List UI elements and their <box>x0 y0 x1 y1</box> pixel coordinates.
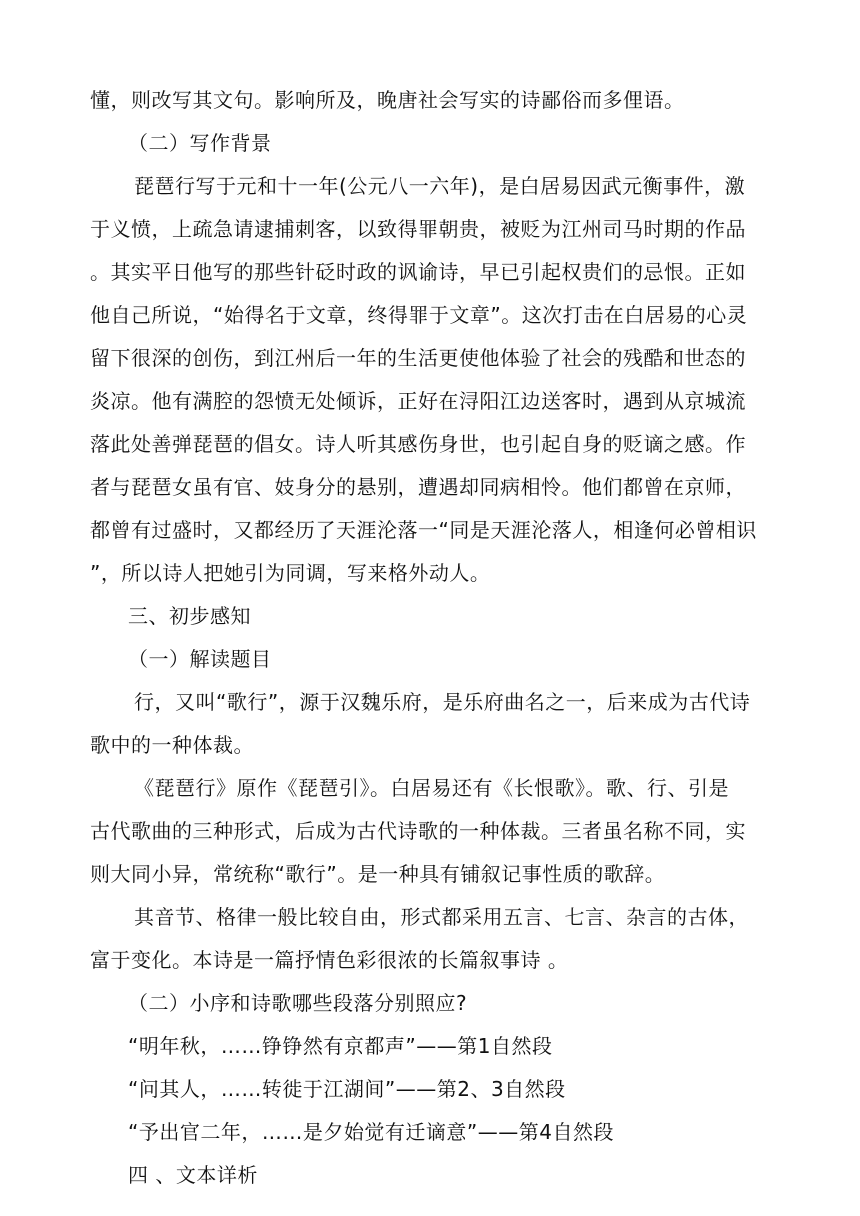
text-line: 懂，则改写其文句。影响所及，晚唐社会写实的诗鄙俗而多俚语。 <box>90 88 685 112</box>
text-line: “予出官二年，……是夕始觉有迁谪意”——第4自然段 <box>128 1120 614 1144</box>
text-line: 则大同小异，常统称“歌行”。是一种具有铺叙记事性质的歌辞。 <box>90 862 666 886</box>
text-line: 留下很深的创伤，到江州后一年的生活更使他体验了社会的残酷和世态的 <box>90 346 746 370</box>
text-line: 。其实平日他写的那些针砭时政的讽谕诗，早已引起权贵们的忌恨。正如 <box>90 260 746 284</box>
section-heading: 四 、文本详析 <box>128 1163 258 1187</box>
text-line: 都曾有过盛时，又都经历了天涯沦落一“同是天涯沦落人，相逢何必曾相识 <box>90 518 757 542</box>
text-line: 于义愤，上疏急请逮捕刺客，以致得罪朝贵，被贬为江州司马时期的作品 <box>90 217 746 241</box>
text-line: 其音节、格律一般比较自由，形式都采用五言、七言、杂言的古体， <box>134 905 749 929</box>
text-line: 富于变化。本诗是一篇抒情色彩很浓的长篇叙事诗 。 <box>90 948 569 972</box>
text-line: 琵琶行写于元和十一年(公元八一六年)，是白居易因武元衡事件，激 <box>134 174 746 198</box>
text-line: 《琵琶行》原作《琵琶引》。白居易还有《长恨歌》。歌、行、引是 <box>134 776 729 800</box>
text-line: 他自己所说，“始得名于文章，终得罪于文章”。这次打击在白居易的心灵 <box>90 303 748 327</box>
text-line: 行，又叫“歌行”，源于汉魏乐府，是乐府曲名之一，后来成为古代诗 <box>134 690 751 714</box>
section-heading: （一）解读题目 <box>128 647 272 671</box>
text-line: “问其人，……转徙于江湖间”——第2、3自然段 <box>128 1077 566 1101</box>
section-heading: （二）小序和诗歌哪些段落分别照应? <box>128 991 468 1015</box>
text-line: “明年秋，……铮铮然有京都声”——第1自然段 <box>128 1034 553 1058</box>
text-line: 炎凉。他有满腔的怨愤无处倾诉，正好在浔阳江边送客时，遇到从京城流 <box>90 389 746 413</box>
text-line: 古代歌曲的三种形式，后成为古代诗歌的一种体裁。三者虽名称不同，实 <box>90 819 746 843</box>
section-heading: 三、初步感知 <box>128 604 251 628</box>
text-line: 落此处善弹琵琶的倡女。诗人听其感伤身世，也引起自身的贬谪之感。作 <box>90 432 746 456</box>
section-heading: （二）写作背景 <box>128 131 272 155</box>
text-line: 者与琵琶女虽有官、妓身分的悬别，遭遇却同病相怜。他们都曾在京师， <box>90 475 746 499</box>
text-line: ”，所以诗人把她引为同调，写来格外动人。 <box>90 561 491 585</box>
text-line: 歌中的一种体裁。 <box>90 733 254 757</box>
